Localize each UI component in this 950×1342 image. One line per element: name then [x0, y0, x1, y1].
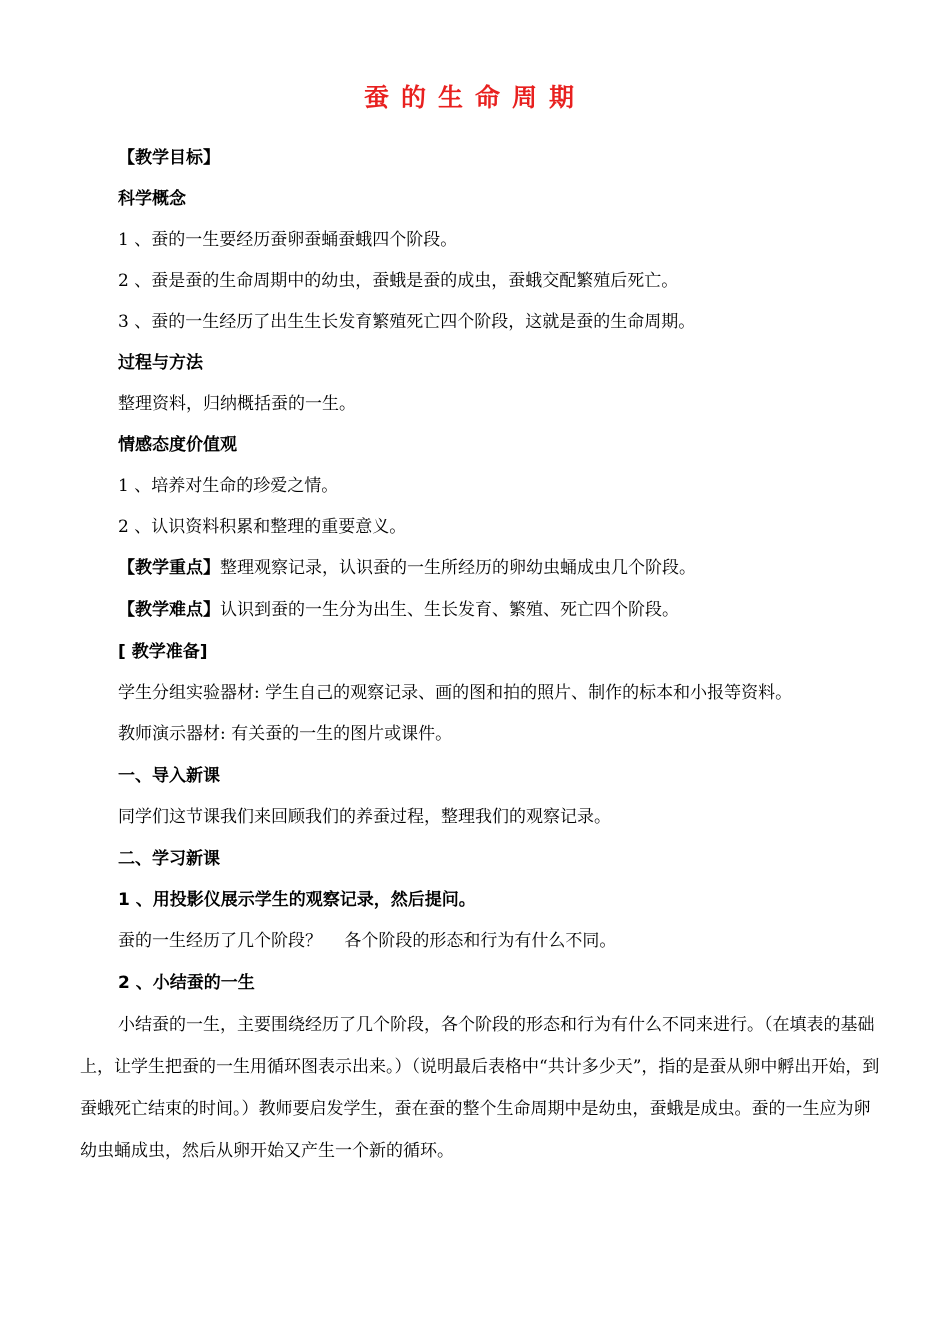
document-title: 蚕的生命周期 — [363, 83, 586, 112]
step1-heading: 1 、用投影仪展示学生的观察记录，然后提问。 — [118, 890, 476, 910]
attitude-item-1: 1 、培养对生命的珍爱之情。 — [118, 476, 339, 496]
key-points-text: 整理观察记录，认识蚕的一生所经历的卵幼虫蛹成虫几个阶段。 — [220, 558, 696, 578]
difficult-points-label: 【教学难点】 — [118, 600, 220, 620]
difficult-points — [118, 598, 679, 622]
intro-heading: 一、导入新课 — [118, 766, 220, 786]
process-text: 整理资料，归纳概括蚕的一生。 — [118, 394, 356, 414]
concept-item-3: 3 、蚕的一生经历了出生生长发育繁殖死亡四个阶段，这就是蚕的生命周期。 — [118, 312, 696, 332]
intro-text: 同学们这节课我们来回顾我们的养蚕过程，整理我们的观察记录。 — [118, 807, 611, 827]
step2-heading: 2 、小结蚕的一生 — [118, 973, 255, 993]
step1-text: 蚕的一生经历了几个阶段？ 各个阶段的形态和行为有什么不同。 — [118, 931, 617, 951]
concept-heading: 科学概念 — [118, 189, 186, 209]
summary-paragraph — [80, 1004, 880, 1172]
difficult-points-text: 认识到蚕的一生分为出生、生长发育、繁殖、死亡四个阶段。 — [220, 600, 679, 620]
prep-teacher: 教师演示器材: 有关蚕的一生的图片或课件。 — [118, 724, 453, 744]
goals-heading: 【教学目标】 — [118, 148, 220, 168]
learn-heading: 二、学习新课 — [118, 849, 220, 869]
concept-item-2: 2 、蚕是蚕的生命周期中的幼虫，蚕蛾是蚕的成虫，蚕蛾交配繁殖后死亡。 — [118, 271, 679, 291]
key-points-label: 【教学重点】 — [118, 558, 220, 578]
concept-item-1: 1 、蚕的一生要经历蚕卵蚕蛹蚕蛾四个阶段。 — [118, 230, 458, 250]
key-points — [118, 556, 696, 580]
attitude-item-2: 2 、认识资料积累和整理的重要意义。 — [118, 517, 407, 537]
attitude-heading: 情感态度价值观 — [118, 435, 237, 455]
prep-student: 学生分组实验器材: 学生自己的观察记录、画的图和拍的照片、制作的标本和小报等资料。 — [118, 683, 793, 703]
process-heading: 过程与方法 — [118, 353, 203, 373]
prep-heading: [ 教学准备] — [118, 642, 208, 662]
summary-text: 小结蚕的一生，主要围绕经历了几个阶段，各个阶段的形态和行为有什么不同来进行。（在填表的基础上，让学生把蚕的一生用循环图表示出来。）（说明最后表格中“共计多少天”，指的是蚕从卵中孵出开始，到蚕蛾死亡结束的时间。）教师要启发学生，蚕在蚕的整个生命周期中是幼虫，蚕蛾是成虫。蚕的一生应为卵幼虫蛹成虫，然后从卵开始又产生一个新的循环。 — [80, 1015, 880, 1161]
